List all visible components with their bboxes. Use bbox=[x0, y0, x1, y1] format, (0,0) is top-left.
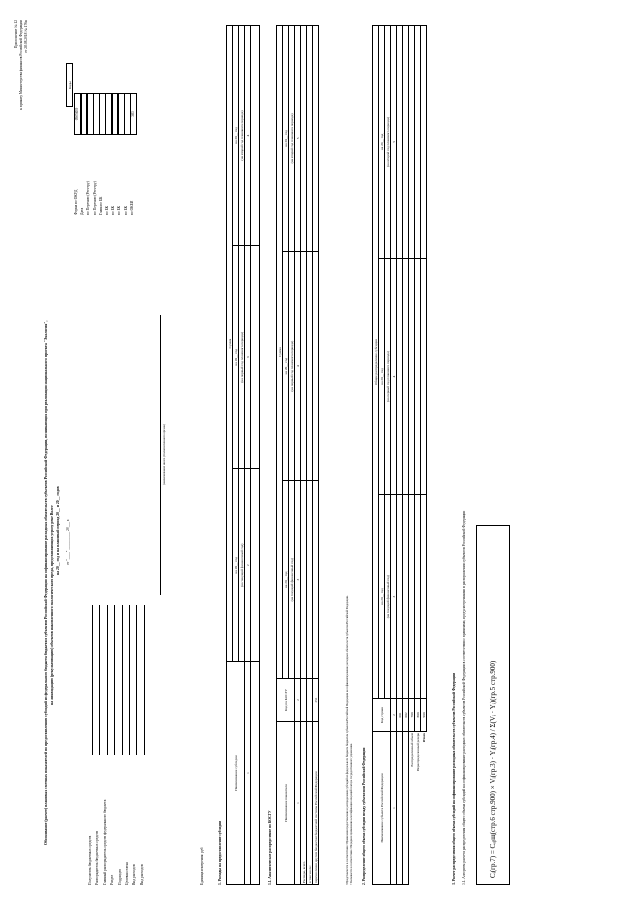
s1-num-4: 4 bbox=[245, 26, 251, 246]
s2-first-code-3: 002 bbox=[403, 699, 409, 732]
doc-title-line2: на ликвидацию (рекультивацию) объектов накопленного экологического вреда, представляющих угрозу реке Волге bbox=[50, 505, 54, 705]
appendix-sub1: к приказу Министерства финансов Российской Федерации bbox=[19, 20, 23, 110]
s1-cell bbox=[251, 245, 260, 469]
s11-sum-header: Сумма bbox=[277, 26, 283, 679]
s11-num-4: 4 bbox=[295, 251, 301, 480]
section3-subtitle: 3.1. Алгоритм расчета распределения общего объема субсидий на софинансирование расходных обязательств субъектов Российской Федерации в соответствии с правилами, предусмотренными в распоряжении субъектов Российской Федерации bbox=[462, 510, 466, 885]
left-field-line bbox=[129, 605, 130, 755]
left-field-line bbox=[114, 605, 115, 755]
codes-header: Коды bbox=[67, 64, 73, 107]
section11-title: 1.1. Аналитическое распределение по КОСГУ bbox=[268, 810, 272, 885]
left-field-label: Целевая статья bbox=[125, 862, 129, 885]
s2-num-3: 3 bbox=[391, 495, 397, 699]
footnote-2: ² Указывается в соответствии с Порядком применения классификации операций сектора государственного управления. bbox=[350, 742, 353, 885]
units-label: Единица измерения: руб bbox=[200, 847, 204, 885]
signature-line bbox=[160, 315, 161, 595]
s2-year-3: на 20__ год bbox=[379, 26, 385, 259]
left-field-label: Получатель бюджетных средств bbox=[88, 835, 92, 885]
left-field-line bbox=[99, 605, 100, 755]
appendix-label: Приложение № 12 bbox=[14, 20, 18, 49]
s2-num-5: 5 bbox=[391, 26, 397, 259]
s2-year-2: на 20__ год bbox=[379, 258, 385, 495]
s2-cell bbox=[421, 258, 427, 495]
codes-row-label: по ОКЕИ bbox=[129, 200, 134, 215]
s11-num-3: 3 bbox=[295, 481, 301, 679]
s11-year-3: на 20__ год bbox=[283, 26, 289, 252]
left-field-label: Главный распорядитель средств федерального бюджета bbox=[102, 799, 107, 885]
s1-num-3: 3 bbox=[245, 245, 251, 469]
codes-row-label: Глава по БК bbox=[98, 196, 103, 215]
s2-first-code-1: 2 bbox=[391, 699, 397, 732]
codes-row-label: по БК bbox=[123, 205, 128, 215]
section2-title: 2. Распределение общего объема субсидии между субъектами Российской Федерации bbox=[362, 747, 366, 885]
left-field-line bbox=[122, 605, 123, 755]
left-field-line bbox=[107, 605, 108, 755]
s11-cell bbox=[313, 481, 319, 679]
doc-title-line3: на 20__ год и на плановый период 20__ и 20__ годов bbox=[56, 486, 60, 575]
s1-period-1: (на текущий финансовый год) bbox=[239, 469, 245, 662]
appendix-sub2: от 28.08.2018 № 176н bbox=[24, 20, 28, 53]
s1-cell bbox=[251, 662, 260, 885]
s1-year-3: на 20__ год bbox=[233, 26, 239, 246]
s11-year-2: на 20__ год bbox=[283, 251, 289, 480]
s11-period-1: (на текущий финансовый год) bbox=[289, 481, 295, 679]
left-field-label: Раздел bbox=[110, 874, 115, 885]
s2-period-1: (на текущий финансовый год) bbox=[385, 495, 391, 699]
s1-num-1: 1 bbox=[245, 662, 251, 885]
codes-row-label: Форма по ОКУД bbox=[74, 189, 78, 215]
s11-col-name: Наименование показателя bbox=[277, 722, 295, 885]
s2-col-name: Наименование субъекта Российской Федерации bbox=[373, 732, 391, 885]
codes-table bbox=[66, 63, 73, 175]
codes-row-value: 383 bbox=[130, 93, 138, 135]
s2-col-code: Код строки bbox=[373, 699, 391, 732]
section1-title: 1. Расходы на предоставление субсидии bbox=[218, 820, 222, 885]
s1-cell bbox=[251, 469, 260, 662]
left-field-label: Вид расходов bbox=[139, 864, 144, 885]
codes-row-label: по БК bbox=[117, 205, 122, 215]
left-field-line bbox=[136, 605, 137, 755]
codes-row-label: по БК bbox=[105, 205, 109, 215]
codes-row-label: по Перечню (Реестру) bbox=[92, 181, 97, 215]
s2-num-1: 1 bbox=[391, 732, 397, 885]
s1-sum-header: Сумма bbox=[227, 26, 233, 662]
s2-cell bbox=[421, 495, 427, 699]
s2-period-3: (на второй год планового периода) bbox=[385, 26, 391, 259]
s11-cell bbox=[313, 251, 319, 480]
s11-num-5: 5 bbox=[295, 26, 301, 252]
s11-cell bbox=[313, 26, 319, 252]
s2-row-label-3: Итого bbox=[421, 733, 426, 743]
left-field-line bbox=[144, 605, 145, 755]
section1-table bbox=[226, 25, 260, 885]
date-line: от "____" __________ 20___ г. bbox=[66, 519, 70, 565]
s2-num-4: 4 bbox=[391, 258, 397, 495]
codes-row-label: по Перечню (Реестру) bbox=[86, 181, 91, 215]
left-field-label: Распорядитель бюджетных средств bbox=[95, 830, 100, 885]
distribution-formula: Cᵢ(гр.7) = Cₒᵦщ(стр.6 стр.900) × Vᵢ(гр.3) · Yᵢ(гр.4) / Σ(Vᵢ · Yᵢ)(гр.5 стр.900) bbox=[476, 525, 510, 885]
s11-incl2-label: перечисления другим бюджетам бюджетной системы Российской Федерации bbox=[313, 722, 319, 885]
s2-row-code-3: 900 bbox=[421, 699, 427, 732]
s11-period-2: (на первый год планового периода) bbox=[289, 251, 295, 480]
codes-row-value: 0505839 bbox=[74, 93, 82, 135]
s2-row-label-1: Распределенный объем bbox=[409, 733, 414, 767]
s2-period-2: (на первый год планового периода) bbox=[385, 258, 391, 495]
units-note: (наименование иного уполномоченного органа) bbox=[162, 424, 166, 485]
s1-period-2: (на первый год планового периода) bbox=[239, 245, 245, 469]
s2-year-1: на 20__ год bbox=[379, 495, 385, 699]
s2-row-code-2: 800 bbox=[415, 699, 421, 732]
s2-total-header: Общее распределение субсидии bbox=[373, 26, 379, 699]
footnote-1: ¹ Представляется в соответствии с Правилами предоставления и распределения субсидий из федерального бюджета бюджетам субъектов Российской Федерации на софинансирование расходных обязательств субъектов Российской Федерации. bbox=[346, 595, 349, 885]
s11-code-251: 251 bbox=[313, 679, 319, 722]
s1-period-3: (на второй год планового периода) bbox=[239, 26, 245, 246]
s1-col-name: Наименование субсидии bbox=[227, 662, 245, 885]
doc-title-line1: Обоснование (расчет) плановых сметных показателей по предоставлению субсидий из федерального бюджета бюджетам субъектов Российской Федерации на софинансирование расходных обязательств субъектов Российской Федерации, возникающих при реализации национального проекта "Экология", bbox=[44, 320, 48, 845]
section2-table bbox=[372, 25, 427, 885]
codes-row-label: по БК bbox=[111, 205, 116, 215]
s2-row-label-2: Нераспределенный резерв bbox=[415, 733, 420, 772]
s1-year-1: на 20__ год bbox=[233, 469, 239, 662]
s11-year-1: на 20__ год bbox=[283, 481, 289, 679]
s2-cell bbox=[421, 26, 427, 259]
s2-first-code-2: 001 bbox=[397, 699, 403, 732]
s11-period-3: (на второй год планового периода) bbox=[289, 26, 295, 252]
s2-row-code-1: 700 bbox=[409, 699, 415, 732]
section11-table bbox=[276, 25, 319, 885]
left-field-line bbox=[92, 605, 93, 755]
left-field-label: Подраздел bbox=[117, 868, 122, 885]
left-field-label: Вид расходов bbox=[132, 864, 137, 885]
s11-incl-label: в том числе: bbox=[307, 722, 313, 885]
s1-cell bbox=[251, 26, 260, 246]
s1-num-2: 2 bbox=[245, 469, 251, 662]
section3-title: 3. Расчет распределения общего объема субсидий на софинансирование расходных обязательств субъектов Российской Федерации bbox=[452, 672, 456, 885]
s11-num-2: 2 bbox=[295, 679, 301, 722]
s11-total-label: Расходы, всего bbox=[301, 722, 307, 885]
s11-col-code: Код по КОСГУ bbox=[277, 679, 295, 722]
s11-num-1: 1 bbox=[295, 722, 301, 885]
s1-year-2: на 20__ год bbox=[233, 245, 239, 469]
codes-row-label: Дата bbox=[80, 207, 85, 215]
